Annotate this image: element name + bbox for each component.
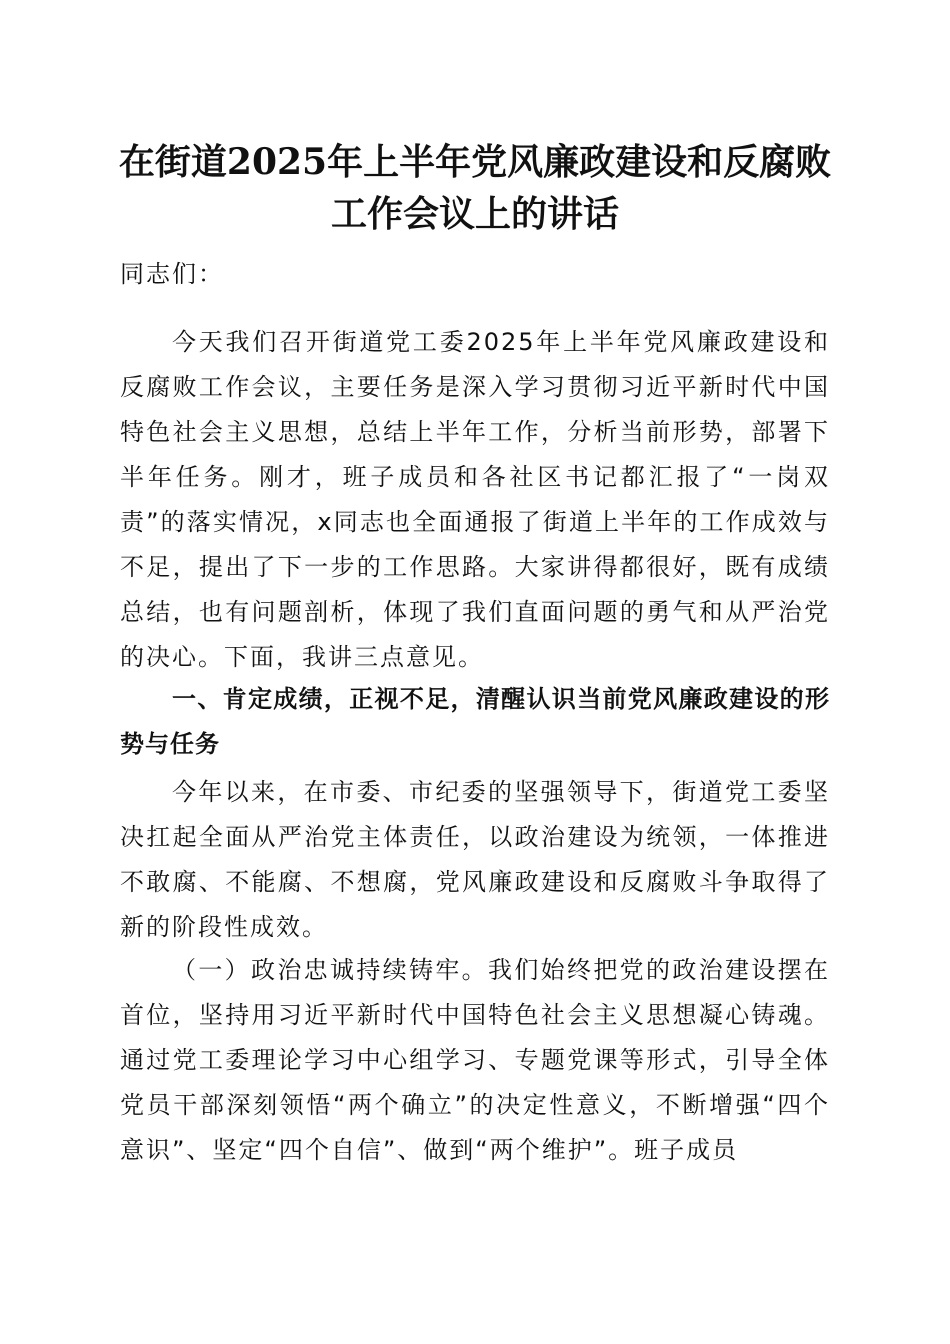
section-1-intro-paragraph: 今年以来，在市委、市纪委的坚强领导下，街道党工委坚决扛起全面从严治党主体责任，以政治建设为统领，一体推进不敢腐、不能腐、不想腐，党风廉政建设和反腐败斗争取得了新的阶段性成效。 bbox=[120, 778, 830, 941]
title-line-1: 在街道2025年上半年党风廉政建设和反腐败 bbox=[118, 141, 832, 183]
subsection-1-paragraph: （一）政治忠诚持续铸牢。我们始终把党的政治建设摆在首位，坚持用习近平新时代中国特色社会主义思想凝心铸魂。通过党工委理论学习中心组学习、专题党课等形式，引导全体党员干部深刻领悟“两个确立”的决定性意义，不断增强“四个意识”、坚定“四个自信”、做到“两个维护”。班子成员 bbox=[120, 956, 830, 1164]
greeting: 同志们： bbox=[120, 260, 224, 288]
section-heading-1: 一、肯定成绩，正视不足，清醒认识当前党风廉政建设的形势与任务 bbox=[120, 685, 830, 758]
title-line-2: 工作会议上的讲话 bbox=[330, 193, 619, 235]
opening-paragraph: 今天我们召开街道党工委2025年上半年党风廉政建设和反腐败工作会议，主要任务是深入学习贯彻习近平新时代中国特色社会主义思想，总结上半年工作，分析当前形势，部署下半年任务。刚才，班子成员和各社区书记都汇报了“一岗双责”的落实情况，x同志也全面通报了街道上半年的工作成效与不足，提出了下一步的工作思路。大家讲得都很好，既有成绩总结，也有问题剖析，体现了我们直面问题的勇气和从严治党的决心。下面，我讲三点意见。 bbox=[120, 328, 830, 671]
document-title bbox=[100, 136, 850, 240]
